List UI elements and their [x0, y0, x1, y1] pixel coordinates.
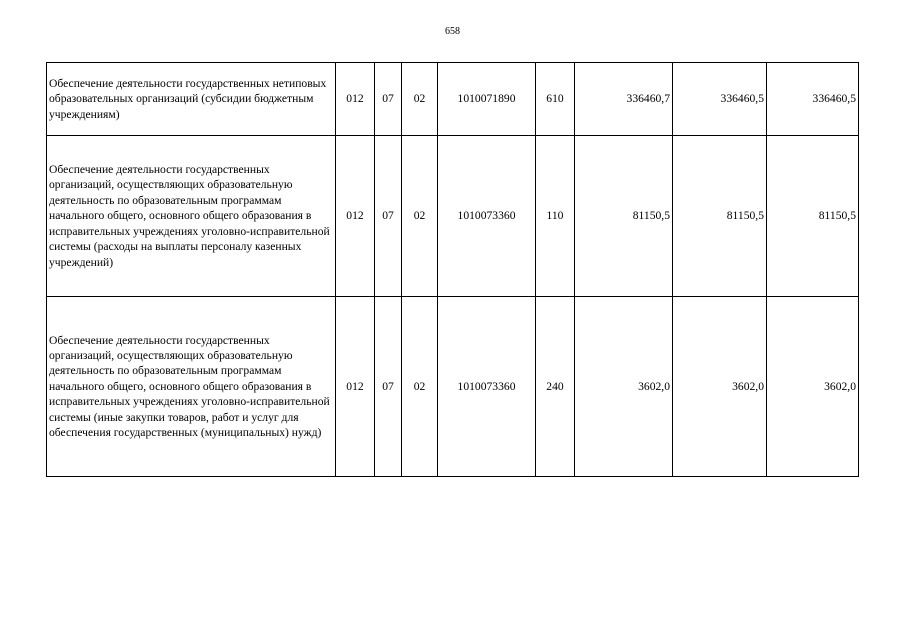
table-row: [47, 136, 859, 297]
target-article-code: 1010073360: [438, 297, 536, 477]
amount-2: 81150,5: [673, 136, 767, 297]
target-article-code: 1010073360: [438, 136, 536, 297]
expense-type-code: 610: [536, 63, 575, 136]
ministry-code: 012: [336, 63, 375, 136]
amount-3: 336460,5: [767, 63, 859, 136]
amount-1: 3602,0: [575, 297, 673, 477]
expense-type-code: 240: [536, 297, 575, 477]
page-number: 658: [445, 26, 460, 37]
section-code: 07: [375, 297, 402, 477]
expense-type-code: 110: [536, 136, 575, 297]
amount-3: 81150,5: [767, 136, 859, 297]
ministry-code: 012: [336, 136, 375, 297]
row-description: Обеспечение деятельности государственных организаций, осуществляющих образовательную деятельность по образовательным программам начального общего, основного общего образования в исправительных учреждениях уголовно-исправительной системы (иные закупки товаров, работ и услуг для обеспечения государственных (муниципальных) нужд): [47, 297, 336, 477]
section-code: 07: [375, 136, 402, 297]
row-description: Обеспечение деятельности государственных организаций, осуществляющих образовательную деятельность по образовательным программам начального общего, основного общего образования в исправительных учреждениях уголовно-исправительной системы (расходы на выплаты персоналу казенных учреждений): [47, 136, 336, 297]
ministry-code: 012: [336, 297, 375, 477]
target-article-code: 1010071890: [438, 63, 536, 136]
budget-table: [46, 62, 859, 477]
subsection-code: 02: [402, 136, 438, 297]
amount-3: 3602,0: [767, 297, 859, 477]
table-row: [47, 297, 859, 477]
amount-2: 336460,5: [673, 63, 767, 136]
section-code: 07: [375, 63, 402, 136]
subsection-code: 02: [402, 63, 438, 136]
row-description: Обеспечение деятельности государственных нетиповых образовательных организаций (субсидии бюджетным учреждениям): [47, 63, 336, 136]
table-row: [47, 63, 859, 136]
amount-2: 3602,0: [673, 297, 767, 477]
amount-1: 336460,7: [575, 63, 673, 136]
amount-1: 81150,5: [575, 136, 673, 297]
subsection-code: 02: [402, 297, 438, 477]
